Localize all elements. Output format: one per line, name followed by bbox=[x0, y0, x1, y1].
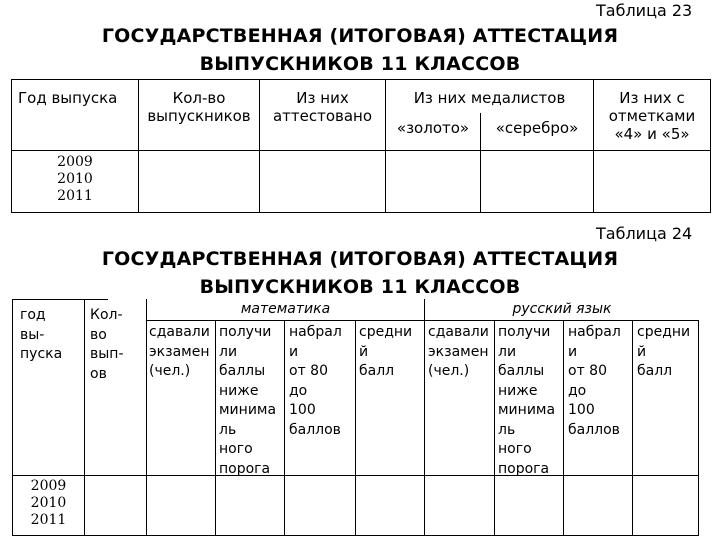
t24-year-row: 2009 bbox=[30, 478, 67, 494]
t23-year-row: 2011 bbox=[57, 188, 93, 204]
t24-rus-high bbox=[568, 323, 621, 440]
t23-header-graduates bbox=[139, 89, 259, 125]
t24-math-avg bbox=[359, 323, 412, 382]
below-l4: ниже bbox=[498, 382, 538, 399]
t23-header-medalists: Из них медалистов bbox=[413, 89, 566, 107]
t24-rus-avg bbox=[637, 323, 690, 382]
table24-label: Таблица 24 bbox=[596, 224, 693, 243]
below-l7: ного bbox=[219, 441, 253, 457]
t23-header-graduates-l1: Кол-во bbox=[172, 89, 226, 107]
t24-year-l1: год bbox=[20, 307, 46, 323]
t23-year-row: 2009 bbox=[57, 154, 93, 170]
below-l3: баллы bbox=[219, 363, 266, 379]
avg-l2: й bbox=[359, 343, 369, 360]
t23-header-good-l1: Из них с bbox=[619, 89, 685, 107]
high-l2: и bbox=[568, 343, 578, 360]
t24-year-row: 2011 bbox=[30, 512, 67, 528]
avg-l2: й bbox=[637, 343, 647, 360]
below-l4: ниже bbox=[219, 382, 259, 399]
t24-rus-below-min bbox=[498, 323, 555, 479]
t23-header-graduates-l2: выпускников bbox=[147, 107, 251, 125]
t24-years bbox=[13, 478, 84, 529]
below-l8: порога bbox=[498, 460, 550, 477]
high-l6: баллов bbox=[568, 421, 620, 438]
t24-header-count bbox=[90, 306, 124, 384]
t23-header-good-l2: отметками bbox=[608, 107, 696, 125]
high-l4: до bbox=[568, 382, 587, 399]
below-l6: ль bbox=[219, 421, 237, 438]
high-l4: до bbox=[289, 382, 308, 399]
below-l7: ного bbox=[498, 441, 532, 457]
high-l1: набрал bbox=[568, 324, 621, 340]
below-l2: ли bbox=[498, 343, 517, 360]
below-l5: минима bbox=[498, 402, 556, 418]
t24-math-high bbox=[289, 323, 342, 440]
table23-label: Таблица 23 bbox=[596, 1, 693, 20]
below-l8: порога bbox=[219, 460, 271, 477]
took-l1: сдавали bbox=[149, 324, 210, 340]
table24-title-line1: ГОСУДАРСТВЕННАЯ (ИТОГОВАЯ) АТТЕСТАЦИЯ bbox=[101, 248, 619, 270]
took-l3: (чел.) bbox=[149, 363, 191, 379]
high-l1: набрал bbox=[289, 324, 342, 340]
table23-title-line1: ГОСУДАРСТВЕННАЯ (ИТОГОВАЯ) АТТЕСТАЦИЯ bbox=[101, 25, 619, 47]
t23-header-year: Год выпуска bbox=[18, 89, 118, 107]
t24-count-l4: ов bbox=[90, 365, 107, 382]
t24-count-l1: Кол- bbox=[90, 307, 123, 323]
table23-title bbox=[40, 22, 680, 78]
t23-header-certified bbox=[260, 89, 385, 125]
t24-header-russian: русский язык bbox=[512, 301, 612, 317]
table24-title-line2: ВЫПУСКНИКОВ 11 КЛАССОВ bbox=[199, 276, 521, 298]
below-l2: ли bbox=[219, 343, 238, 360]
avg-l1: средни bbox=[637, 324, 691, 340]
t24-count-l3: вып- bbox=[90, 346, 124, 362]
t24-math-below-min bbox=[219, 323, 276, 479]
avg-l3: балл bbox=[359, 363, 395, 379]
avg-l3: балл bbox=[637, 363, 673, 379]
t23-year-row: 2010 bbox=[57, 171, 93, 187]
t23-years bbox=[12, 154, 138, 205]
took-l2: экзамен bbox=[428, 343, 489, 360]
t24-header-math: математика bbox=[240, 301, 331, 317]
t23-header-good bbox=[594, 89, 710, 143]
took-l1: сдавали bbox=[428, 324, 489, 340]
below-l1: получи bbox=[498, 324, 551, 340]
below-l5: минима bbox=[219, 402, 277, 418]
t24-year-row: 2010 bbox=[30, 495, 67, 511]
t24-math-took bbox=[149, 323, 210, 382]
table23-title-line2: ВЫПУСКНИКОВ 11 КЛАССОВ bbox=[199, 53, 521, 75]
t24-header-year bbox=[20, 306, 62, 365]
t23-header-gold: «золото» bbox=[396, 119, 470, 137]
took-l2: экзамен bbox=[149, 343, 210, 360]
high-l3: от 80 bbox=[568, 363, 607, 379]
below-l3: баллы bbox=[498, 363, 545, 379]
t23-header-good-l3: «4» и «5» bbox=[614, 125, 690, 143]
t24-rus-took bbox=[428, 323, 489, 382]
high-l5: 100 bbox=[568, 402, 595, 418]
high-l3: от 80 bbox=[289, 363, 328, 379]
high-l6: баллов bbox=[289, 421, 341, 438]
high-l5: 100 bbox=[289, 402, 316, 418]
below-l6: ль bbox=[498, 421, 516, 438]
below-l1: получи bbox=[219, 324, 272, 340]
t24-year-l3: пуска bbox=[20, 346, 63, 362]
t23-header-certified-l2: аттестовано bbox=[272, 107, 373, 125]
t24-year-l2: вы- bbox=[20, 326, 45, 343]
t24-count-l2: во bbox=[90, 326, 107, 343]
table24-title bbox=[40, 245, 680, 301]
avg-l1: средни bbox=[359, 324, 413, 340]
t23-header-silver: «серебро» bbox=[495, 119, 579, 137]
took-l3: (чел.) bbox=[428, 363, 470, 379]
t23-header-certified-l1: Из них bbox=[296, 89, 349, 107]
high-l2: и bbox=[289, 343, 299, 360]
